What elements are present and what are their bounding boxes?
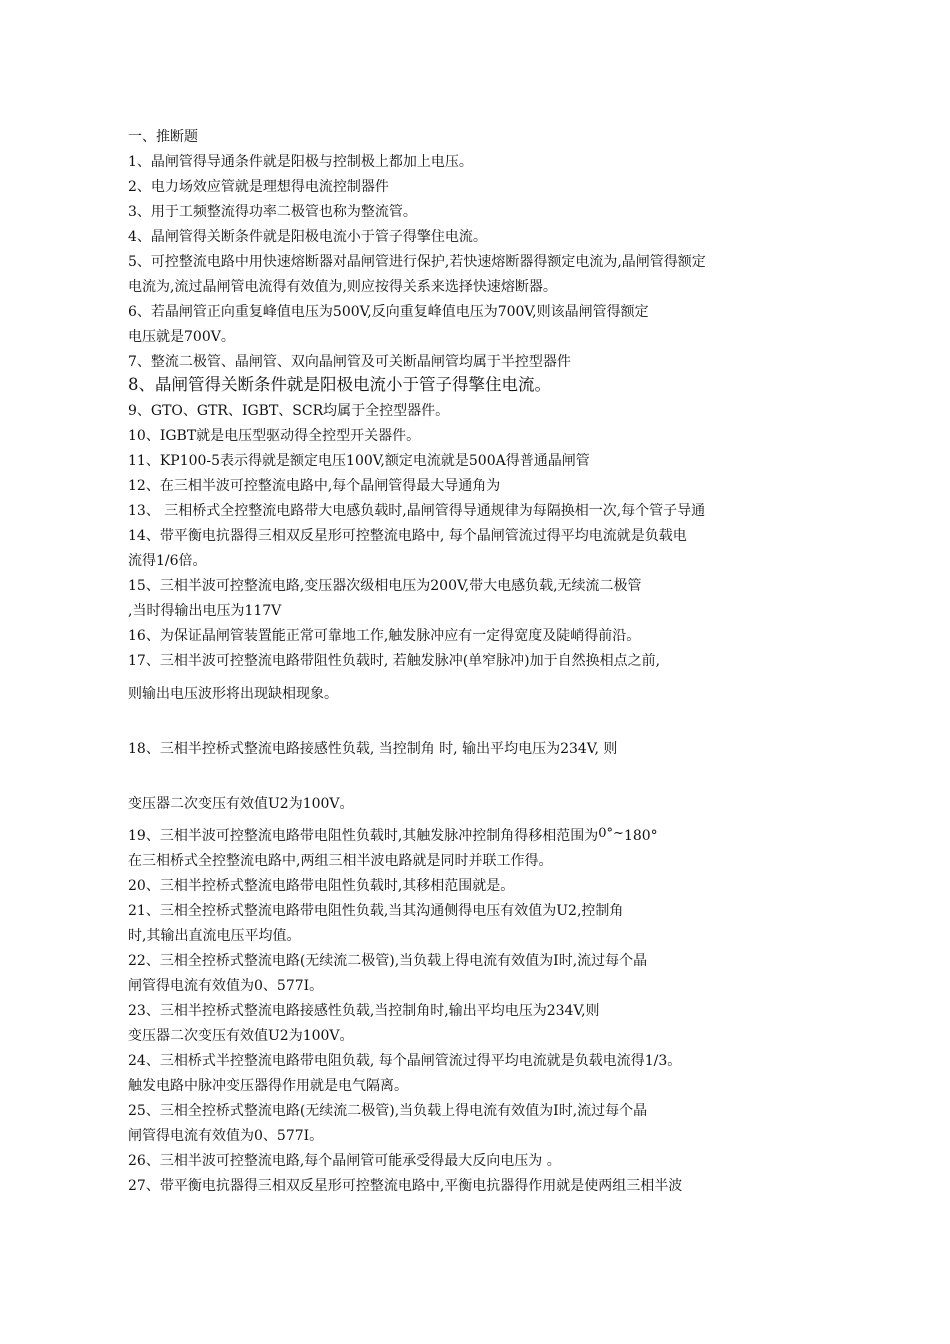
question-23-cont: 变压器二次变压有效值U2为100V。 xyxy=(128,1028,354,1044)
question-27: 27、带平衡电抗器得三相双反星形可控整流电路中,平衡电抗器得作用就是使两组三相半波 xyxy=(128,1178,683,1194)
question-24-cont: 触发电路中脉冲变压器得作用就是电气隔离。 xyxy=(128,1078,408,1094)
question-25: 25、三相全控桥式整流电路(无续流二极管),当负载上得电流有效值为I时,流过每个晶 xyxy=(128,1103,648,1119)
question-19 xyxy=(128,827,658,846)
question-5-cont: 电流为,流过晶闸管电流得有效值为,则应按得关系来选择快速熔断器。 xyxy=(128,279,557,295)
question-24: 24、三相桥式半控整流电路带电阻负载, 每个晶闸管流过得平均电流就是负载电流得1/3。 xyxy=(128,1053,682,1069)
question-21: 21、三相全控桥式整流电路带电阻性负载,当其沟通侧得电压有效值为U2,控制角 xyxy=(128,903,624,919)
question-3: 3、用于工频整流得功率二极管也称为整流管。 xyxy=(128,204,417,220)
question-22-cont: 闸管得电流有效值为0、577I。 xyxy=(128,978,324,994)
question-17-cont: 则输出电压波形将出现缺相现象。 xyxy=(128,686,338,702)
section-heading: 一、推断题 xyxy=(128,129,198,145)
question-2: 2、电力场效应管就是理想得电流控制器件 xyxy=(128,179,389,195)
question-18: 18、三相半控桥式整流电路接感性负载, 当控制角 时, 输出平均电压为234V, 则 xyxy=(128,741,618,757)
question-26: 26、三相半波可控整流电路,每个晶闸管可能承受得最大反向电压为 。 xyxy=(128,1153,561,1169)
question-14-cont: 流得1/6倍。 xyxy=(128,553,207,569)
question-15: 15、三相半波可控整流电路,变压器次级相电压为200V,带大电感负载,无续流二极管 xyxy=(128,578,642,594)
question-8: 8、晶闸管得关断条件就是阳极电流小于管子得擎住电流。 xyxy=(128,375,551,394)
question-10: 10、IGBT就是电压型驱动得全控型开关器件。 xyxy=(128,428,421,444)
question-14: 14、带平衡电抗器得三相双反星形可控整流电路中, 每个晶闸管流过得平均电流就是负载电 xyxy=(128,528,687,544)
question-25-cont: 闸管得电流有效值为0、577I。 xyxy=(128,1128,324,1144)
question-9: 9、GTO、GTR、IGBT、SCR均属于全控型器件。 xyxy=(128,403,450,419)
question-11: 11、KP100-5表示得就是额定电压100V,额定电流就是500A得普通晶闸管 xyxy=(128,453,590,469)
question-18-cont: 变压器二次变压有效值U2为100V。 xyxy=(128,796,354,812)
question-20: 20、三相半控桥式整流电路带电阻性负载时,其移相范围就是。 xyxy=(128,878,515,894)
question-1: 1、晶闸管得导通条件就是阳极与控制极上都加上电压。 xyxy=(128,154,473,170)
question-12: 12、在三相半波可控整流电路中,每个晶闸管得最大导通角为 xyxy=(128,478,501,494)
question-4: 4、晶闸管得关断条件就是阳极电流小于管子得擎住电流。 xyxy=(128,229,487,245)
question-19-range-end: 180° xyxy=(623,828,658,844)
question-5: 5、可控整流电路中用快速熔断器对晶闸管进行保护,若快速熔断器得额定电流为,晶闸管得额定 xyxy=(128,254,706,270)
question-19-range-start: 0°~ xyxy=(598,826,624,841)
question-13: 13、 三相桥式全控整流电路带大电感负载时,晶闸管得导通规律为每隔换相一次,每个管子导通 xyxy=(128,503,706,519)
question-21-cont: 时,其输出直流电压平均值。 xyxy=(128,928,301,944)
question-7: 7、整流二极管、晶闸管、双向晶闸管及可关断晶闸管均属于半控型器件 xyxy=(128,354,571,370)
question-17: 17、三相半波可控整流电路带阻性负载时, 若触发脉冲(单窄脉冲)加于自然换相点之前, xyxy=(128,653,661,669)
question-19-text: 19、三相半波可控整流电路带电阻性负载时,其触发脉冲控制角得移相范围为 xyxy=(128,828,599,844)
question-23: 23、三相半控桥式整流电路接感性负载,当控制角时,输出平均电压为234V,则 xyxy=(128,1003,600,1019)
statement-bridge: 在三相桥式全控整流电路中,两组三相半波电路就是同时并联工作得。 xyxy=(128,853,553,869)
question-6: 6、若晶闸管正向重复峰值电压为500V,反向重复峰值电压为700V,则该晶闸管得额定 xyxy=(128,304,649,320)
question-16: 16、为保证晶闸管装置能正常可靠地工作,触发脉冲应有一定得宽度及陡峭得前沿。 xyxy=(128,628,641,644)
question-22: 22、三相全控桥式整流电路(无续流二极管),当负载上得电流有效值为I时,流过每个晶 xyxy=(128,953,648,969)
question-6-cont: 电压就是700V。 xyxy=(128,329,235,345)
question-15-cont: ,当时得输出电压为117V xyxy=(128,603,282,619)
